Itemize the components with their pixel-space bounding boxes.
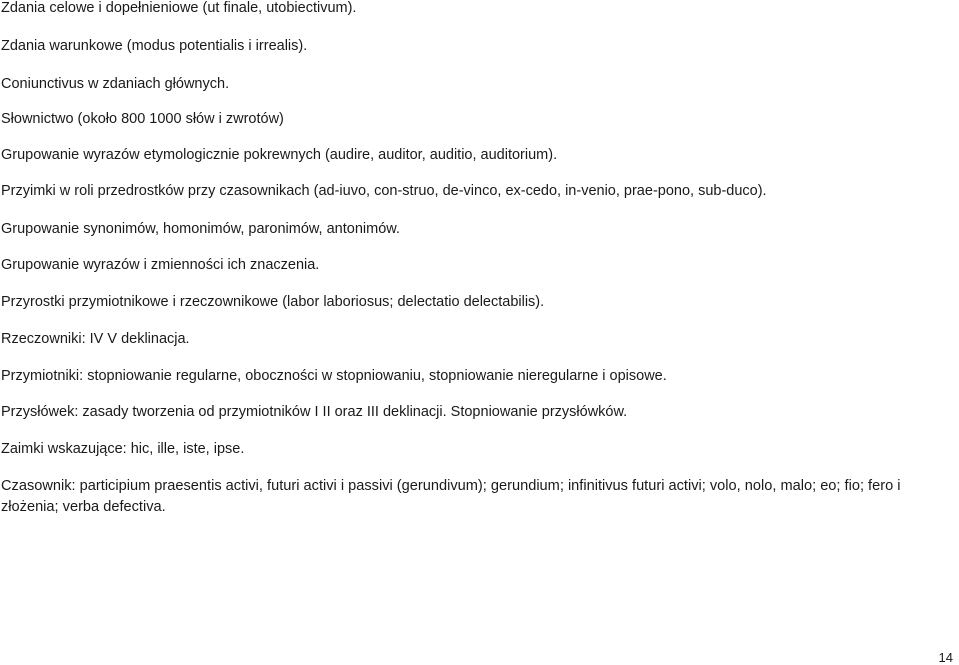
- text-line-word-meaning: Grupowanie wyrazów i zmienności ich znaczenia.: [1, 257, 320, 273]
- text-line-adverbs: Przysłówek: zasady tworzenia od przymiotników I II oraz III deklinacji. Stopniowanie przysłówków.: [1, 404, 628, 420]
- text-line-prepositions: Przyimki w roli przedrostków przy czasownikach (ad-iuvo, con-struo, de-vinco, ex-cedo, in-venio, prae-pono, sub-duco).: [1, 183, 767, 199]
- text-line-pronouns: Zaimki wskazujące: hic, ille, iste, ipse.: [1, 441, 245, 457]
- text-line-coniunctivus: Coniunctivus w zdaniach głównych.: [1, 76, 230, 92]
- text-line-purpose-clauses: Zdania celowe i dopełnieniowe (ut finale, utobiectivum).: [1, 0, 357, 16]
- text-line-suffixes: Przyrostki przymiotnikowe i rzeczownikowe (labor laboriosus; delectatio delectabilis).: [1, 294, 545, 310]
- text-line-adjectives: Przymiotniki: stopniowanie regularne, oboczności w stopniowaniu, stopniowanie nieregularne i opisowe.: [1, 368, 667, 384]
- text-line-vocabulary: Słownictwo (około 800 1000 słów i zwrotów): [1, 111, 284, 127]
- text-line-conditional-clauses: Zdania warunkowe (modus potentialis i irrealis).: [1, 38, 308, 54]
- text-line-verbs: Czasownik: participium praesentis activi, futuri activi i passivi (gerundivum); gerundium; infinitivus futuri activi; volo, nolo, malo; eo; fio; fero i złożenia; verba defectiva.: [1, 478, 901, 515]
- text-line-nouns: Rzeczowniki: IV V deklinacja.: [1, 331, 190, 347]
- text-line-etymology-groups: Grupowanie wyrazów etymologicznie pokrewnych (audire, auditor, auditio, auditorium).: [1, 147, 558, 163]
- text-line-synonyms: Grupowanie synonimów, homonimów, paronimów, antonimów.: [1, 221, 400, 237]
- page-number: 14: [938, 650, 953, 665]
